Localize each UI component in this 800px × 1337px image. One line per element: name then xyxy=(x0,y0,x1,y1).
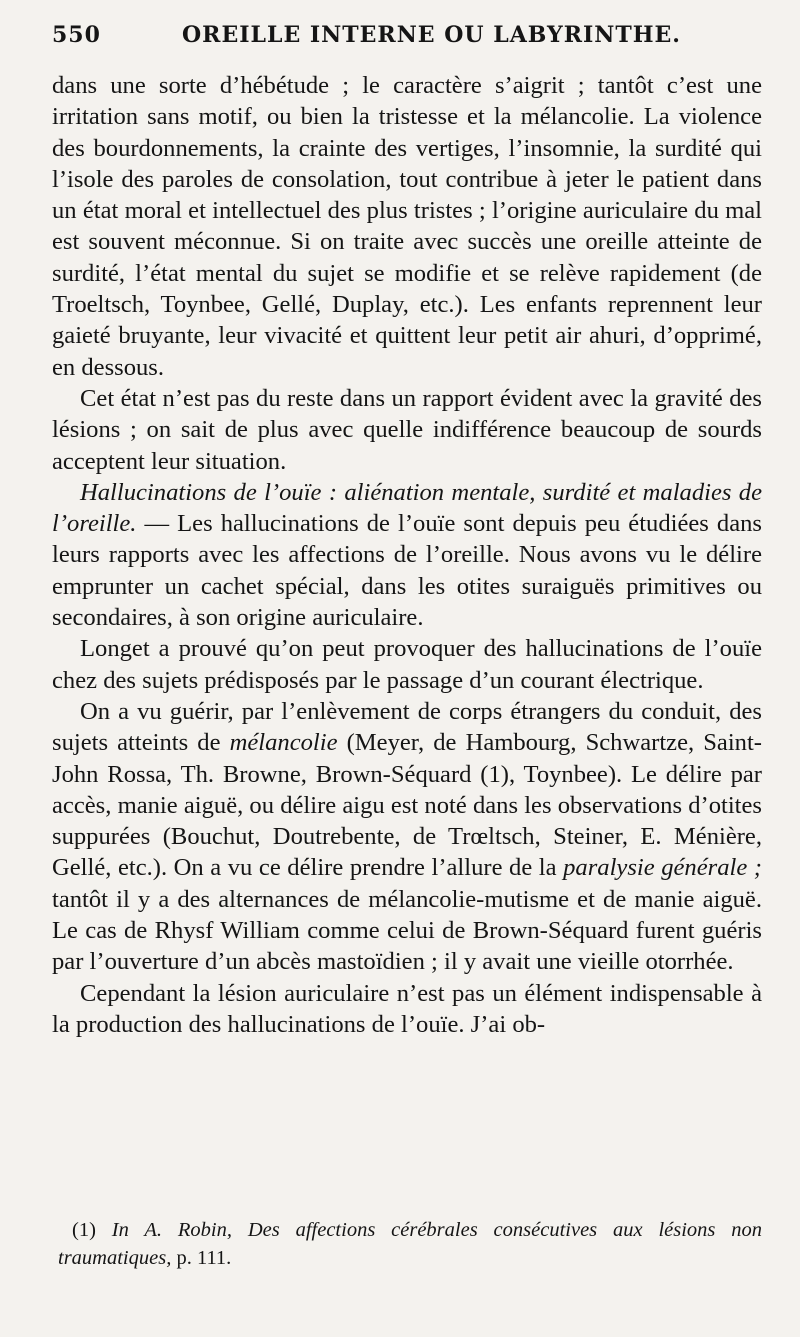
paragraph-1: dans une sorte d’hébétude ; le caractère s’aigrit ; tantôt c’est une irritation sans motif, ou bien la tristesse et la mélancolie. La violence des bourdonnements, la crainte des vertiges, l’insomnie, la surdité qui l’isole des paroles de consolation, tout contribue à jeter le patient dans un état moral et intellectuel des plus tristes ; l’origine auriculaire du mal est souvent méconnue. Si on traite avec succès une oreille atteinte de surdité, l’état mental du sujet se modifie et se relève rapidement (de Troeltsch, Toynbee, Gellé, Duplay, etc.). Les enfants reprennent leur gaieté bruyante, leur vivacité et quittent leur petit air ahuri, d’opprimé, en dessous. xyxy=(52,72,762,381)
footnote-author: In A. Robin, xyxy=(111,1219,232,1241)
paragraph-3-text: — Les hallucinations de l’ouïe sont depuis peu étudiées dans leurs rapports avec les affections de l’oreille. Nous avons vu le délire emprunter un cachet spécial, dans les otites suraiguës primitives ou secondaires, à son origine auriculaire. xyxy=(52,510,762,632)
page-number: 550 xyxy=(52,22,101,48)
footnote-title: Des affections cérébrales consécutives aux lésions non traumatiques, xyxy=(58,1219,763,1269)
footnote-marker: (1) xyxy=(72,1219,96,1241)
p5-part-5: tantôt il y a des alternances de mélancolie-mutisme et de manie aiguë. Le cas de Rhysf William comme celui de Brown-Séquard furent guéris par l’ouverture d’un abcès mastoïdien ; il y avait une vieille otorrhée. xyxy=(52,885,762,976)
running-head xyxy=(52,22,762,70)
footnote xyxy=(58,1216,762,1272)
paragraph-4: Longet a prouvé qu’on peut provoquer des hallucinations de l’ouïe chez des sujets prédisposés par le passage d’un courant électrique. xyxy=(52,635,762,694)
footnote-page-ref: p. 111. xyxy=(176,1247,232,1269)
section-heading-italic: Hallucinations de l’ouïe : aliénation mentale, surdité et maladies de l’oreille. xyxy=(52,478,762,538)
body-text xyxy=(52,70,762,1040)
p5-part-1: On a vu guérir, par l’enlèvement de corps étrangers du conduit, des sujets atteints de xyxy=(52,697,762,757)
chapter-title: OREILLE INTERNE OU LABYRINTHE. xyxy=(182,22,681,48)
paragraph-2: Cet état n’est pas du reste dans un rapport évident avec la gravité des lésions ; on sait de plus avec quelle indifférence beaucoup de sourds acceptent leur situation. xyxy=(52,384,762,475)
paragraph-5 xyxy=(52,696,762,978)
p5-part-3: (Meyer, de Hambourg, Schwartze, Saint-John Rossa, Th. Browne, Brown-Séquard (1), Toynbee). Le délire par accès, manie aiguë, ou délire aigu est noté dans les observations d’otites suppurées (Bouchut, Doutrebente, de Trœltsch, Steiner, E. Ménière, Gellé, etc.). On a vu ce délire prendre l’allure de la xyxy=(52,729,762,882)
paragraph-3 xyxy=(52,477,762,633)
p5-part-2-italic: mélancolie xyxy=(229,729,338,757)
paragraph-6: Cependant la lésion auriculaire n’est pas un élément indispensable à la production des hallucinations de l’ouïe. J’ai ob- xyxy=(52,979,762,1038)
p5-part-4-italic: paralysie générale ; xyxy=(563,854,762,882)
